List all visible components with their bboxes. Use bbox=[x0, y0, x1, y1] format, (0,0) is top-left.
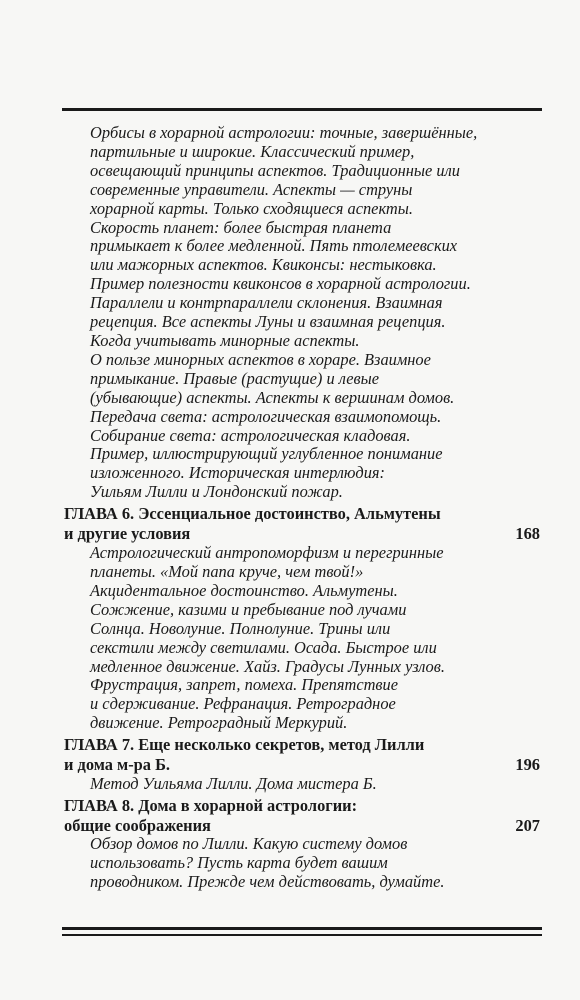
bottom-rule-thin bbox=[62, 934, 542, 936]
description-line: Собирание света: астрологическая кладовая. bbox=[90, 425, 411, 445]
description-line: Фрустрация, запрет, помеха. Препятствие bbox=[90, 675, 399, 695]
description-line: Астрологический антропоморфизм и перегринные bbox=[90, 543, 444, 563]
description-line: партильные и широкие. Классический пример, bbox=[90, 141, 415, 161]
description-line: О пользе минорных аспектов в хораре. Взаимное bbox=[90, 349, 431, 369]
chapter-7-description bbox=[90, 775, 540, 794]
description-line: Параллели и контрпараллели склонения. Взаимная bbox=[90, 293, 443, 313]
description-line: хорарной карты. Только сходящиеся аспекты. bbox=[90, 198, 413, 218]
description-line: Уильям Лилли и Лондонский пожар. bbox=[90, 482, 343, 502]
chapter-title: ГЛАВА 6. Эссенциальное достоинство, Альмутены bbox=[64, 504, 441, 524]
description-line: или мажорных аспектов. Квиконсы: нестыковка. bbox=[90, 255, 437, 275]
chapter-6-heading bbox=[64, 504, 540, 543]
chapter-title-continued: и другие условия bbox=[64, 523, 191, 543]
description-line: освещающий принципы аспектов. Традиционные или bbox=[90, 160, 460, 180]
table-of-contents bbox=[64, 124, 540, 892]
chapter-title: ГЛАВА 8. Дома в хорарной астрологии: bbox=[64, 796, 358, 816]
top-rule bbox=[62, 108, 542, 111]
description-line: секстили между светилами. Осада. Быстрое или bbox=[90, 637, 437, 657]
page-number: 168 bbox=[515, 523, 540, 543]
description-line: Орбисы в хорарной астрологии: точные, завершённые, bbox=[90, 123, 478, 142]
description-line: Скорость планет: более быстрая планета bbox=[90, 217, 392, 237]
description-line: Обзор домов по Лилли. Какую систему домов bbox=[90, 834, 408, 854]
chapter-7-heading bbox=[64, 735, 540, 774]
description-line: изложенного. Историческая интерлюдия: bbox=[90, 463, 385, 483]
page-number: 207 bbox=[515, 815, 540, 835]
description-line: планеты. «Мой папа круче, чем твой!» bbox=[90, 562, 364, 582]
description-line: Сожжение, казими и пребывание под лучами bbox=[90, 599, 407, 619]
description-line: Пример, иллюстрирующий углубленное понимание bbox=[90, 444, 443, 464]
description-line: медленное движение. Хайз. Градусы Лунных узлов. bbox=[90, 656, 445, 676]
description-line: движение. Ретроградный Меркурий. bbox=[90, 713, 348, 733]
description-line: использовать? Пусть карта будет вашим bbox=[90, 853, 388, 872]
description-line: Солнца. Новолуние. Полнолуние. Трины или bbox=[90, 618, 391, 638]
description-line: Метод Уильяма Лилли. Дома мистера Б. bbox=[90, 774, 377, 794]
chapter-title: ГЛАВА 7. Еще несколько секретов, метод Лилли bbox=[64, 735, 425, 755]
chapter-title-continued: и дома м-ра Б. bbox=[64, 754, 171, 774]
description-line: Когда учитывать минорные аспекты. bbox=[90, 330, 360, 350]
chapter5-description bbox=[90, 124, 540, 502]
description-line: Пример полезности квиконсов в хорарной астрологии. bbox=[90, 274, 471, 294]
chapter-8-description bbox=[90, 835, 540, 892]
chapter-title-continued: общие соображения bbox=[64, 815, 211, 835]
chapter-6-description bbox=[90, 544, 540, 733]
description-line: примыкание. Правые (растущие) и левые bbox=[90, 368, 380, 388]
description-line: Передача света: астрологическая взаимопомощь. bbox=[90, 406, 442, 426]
bottom-rule-thick bbox=[62, 927, 542, 930]
description-line: примыкает к более медленной. Пять птолемеевских bbox=[90, 236, 458, 256]
description-line: Акцидентальное достоинство. Альмутены. bbox=[90, 580, 398, 600]
description-line: и сдерживание. Рефранация. Ретроградное bbox=[90, 694, 396, 714]
description-line: проводником. Прежде чем действовать, думайте. bbox=[90, 871, 445, 891]
chapter-8-heading bbox=[64, 796, 540, 835]
description-line: современные управители. Аспекты — струны bbox=[90, 179, 413, 199]
description-line: (убывающие) аспекты. Аспекты к вершинам домов. bbox=[90, 387, 455, 407]
description-line: рецепция. Все аспекты Луны и взаимная рецепция. bbox=[90, 312, 446, 332]
page-number: 196 bbox=[515, 754, 540, 774]
